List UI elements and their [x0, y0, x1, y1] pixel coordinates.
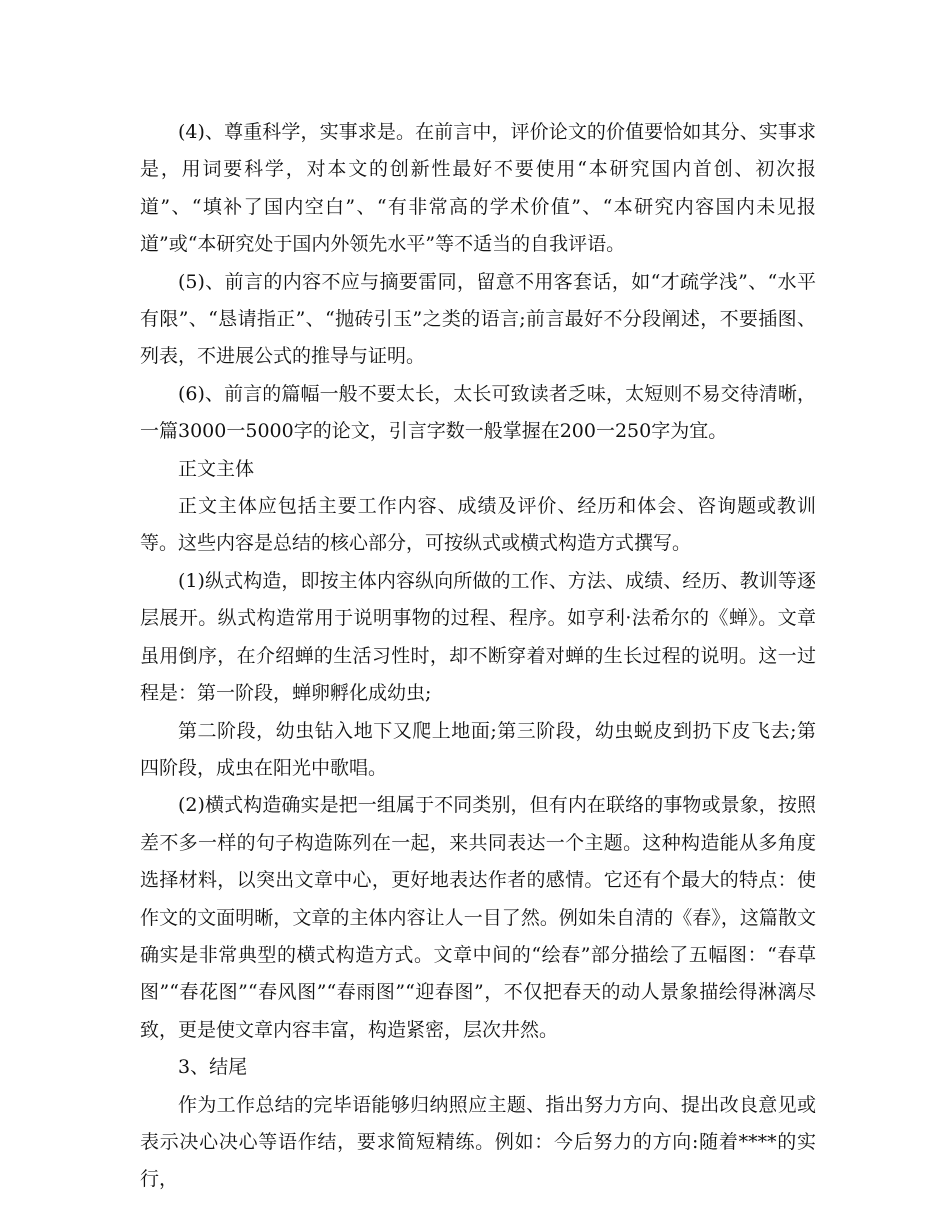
paragraph-ending: 作为工作总结的完毕语能够归纳照应主题、指出努力方向、提出改良意见或表示决心决心等语作结，要求简短精练。例如：今后努力的方向:随着****的实行，: [140, 1093, 816, 1191]
section-heading-ending: 3、结尾: [178, 1056, 248, 1079]
paragraph-vertical-structure-continued: 第二阶段，幼虫钻入地下又爬上地面;第三阶段，幼虫蜕皮到扔下皮飞去;第四阶段，成虫在阳光中歌唱。: [140, 719, 816, 779]
section-heading-main-body: 正文主体: [178, 457, 255, 480]
document-body: [140, 114, 816, 1199]
paragraph-horizontal-structure: (2)横式构造确实是把一组属于不同类别，但有内在联络的事物或景象，按照差不多一样的句子构造陈列在一起，来共同表达一个主题。这种构造能从多角度选择材料，以突出文章中心，更好地表达作者的感情。它还有个最大的特点：使作文的文面明晰，文章的主体内容让人一目了然。例如朱自清的《春》，这篇散文确实是非常典型的横式构造方式。文章中间的“绘春”部分描绘了五幅图：“春草图”“春花图”“春风图”“春雨图”“迎春图”，不仅把春天的动人景象描绘得淋漓尽致，更是使文章内容丰富，构造紧密，层次井然。: [140, 794, 816, 1041]
paragraph-preface-point-4: (4)、尊重科学，实事求是。在前言中，评价论文的价值要恰如其分、实事求是，用词要科学，对本文的创新性最好不要使用“本研究国内首创、初次报道”、“填补了国内空白”、“有非常高的学术价值”、“本研究内容国内未见报道”或“本研究处于国内外领先水平”等不适当的自我评语。: [140, 121, 816, 256]
paragraph-preface-point-5: (5)、前言的内容不应与摘要雷同，留意不用客套话，如“才疏学浅”、“水平有限”、“恳请指正”、“抛砖引玉”之类的语言;前言最好不分段阐述，不要插图、列表，不进展公式的推导与证明。: [140, 270, 816, 368]
paragraph-vertical-structure: (1)纵式构造，即按主体内容纵向所做的工作、方法、成绩、经历、教训等逐层展开。纵式构造常用于说明事物的过程、程序。如亨利·法希尔的《蝉》。文章虽用倒序，在介绍蝉的生活习性时，却不断穿着对蝉的生长过程的说明。这一过程是：第一阶段，蝉卵孵化成幼虫;: [140, 569, 816, 705]
paragraph-preface-point-6: (6)、前言的篇幅一般不要太长，太长可致读者乏味，太短则不易交待清晰，一篇3000一5000字的论文，引言字数一般掌握在200一250字为宜。: [140, 382, 816, 443]
paragraph-main-body-intro: 正文主体应包括主要工作内容、成绩及评价、经历和体会、咨询题或教训等。这些内容是总结的核心部分，可按纵式或横式构造方式撰写。: [140, 495, 816, 555]
